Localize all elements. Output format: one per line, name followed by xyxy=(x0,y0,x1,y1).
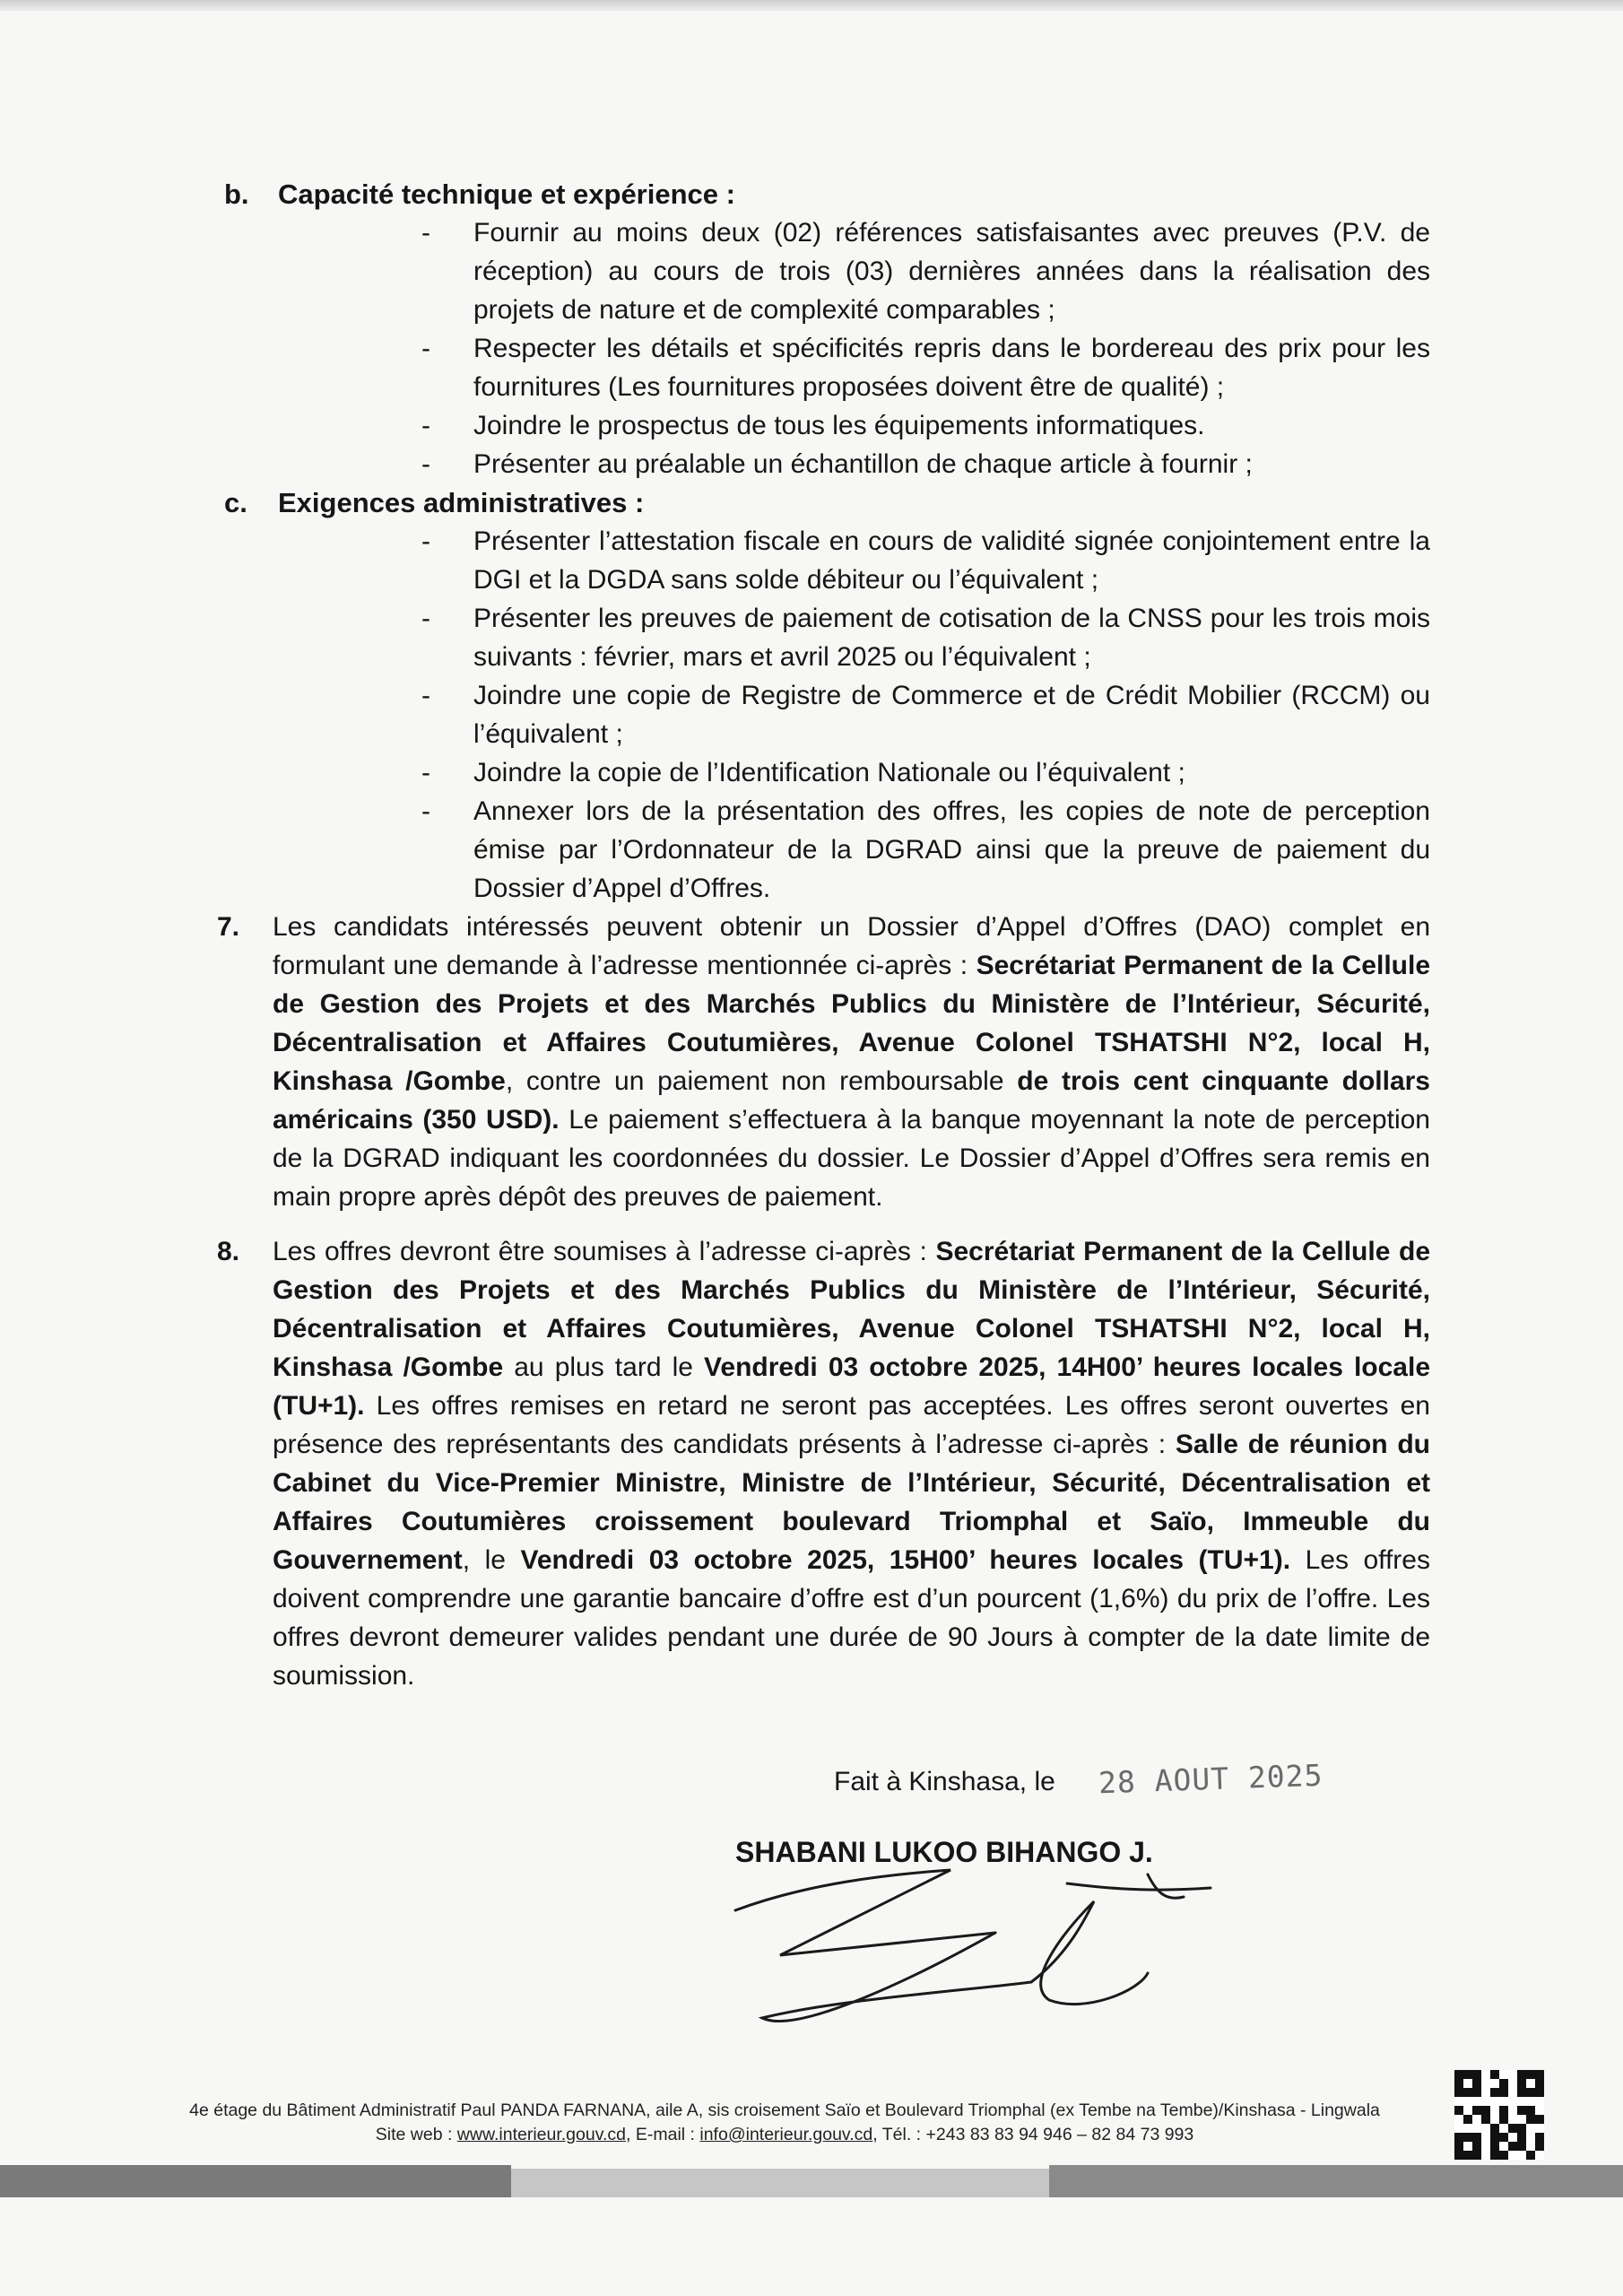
list-item: - Présenter l’attestation fiscale en cours de validité signée conjointement entre la DGI et la DGDA sans solde débiteur ou l’équivalent ; xyxy=(421,526,1430,595)
email-link[interactable]: info@interieur.gouv.cd xyxy=(699,2125,873,2144)
list-item: - Respecter les détails et spécificités repris dans le bordereau des prix pour les fournitures (Les fournitures proposées doivent être de qualité) ; xyxy=(421,334,1430,402)
section-c-heading xyxy=(224,483,1430,522)
list-item: - Joindre le prospectus de tous les équipements informatiques. xyxy=(421,411,1205,440)
document-body xyxy=(217,175,1431,1695)
signature-block xyxy=(735,1757,1372,1868)
footer-contacts: Site web : www.interieur.gouv.cd, E-mail : info@interieur.gouv.cd, Tél. : +243 83 83 94 946 – 82 84 73 993 xyxy=(375,2125,1194,2144)
footer-color-band xyxy=(0,2165,1623,2197)
page-footer xyxy=(135,2099,1435,2147)
footer-address: 4e étage du Bâtiment Administratif Paul PANDA FARNANA, aile A, sis croisement Saïo et Boulevard Triomphal (ex Tembe na Tembe)/Kinshasa - Lingwala xyxy=(189,2100,1380,2120)
paragraph-7-number: 7. xyxy=(217,912,240,942)
list-item: - Présenter au préalable un échantillon de chaque article à fournir ; xyxy=(421,449,1253,479)
qr-code-icon xyxy=(1454,2070,1544,2160)
list-item: - Présenter les preuves de paiement de cotisation de la CNSS pour les trois mois suivants : février, mars et avril 2025 ou l’équivalent ; xyxy=(421,604,1430,672)
date-stamp: 28 AOUT 2025 xyxy=(1098,1757,1324,1801)
list-item: - Fournir au moins deux (02) références satisfaisantes avec preuves (P.V. de réception) au cours de trois (03) dernières années dans la réalisation des projets de nature et de complexité comparables ; xyxy=(421,218,1430,325)
section-b-list xyxy=(224,213,1430,483)
handwritten-signature xyxy=(726,1848,1228,2054)
paragraph-8: 8. Les offres devront être soumises à l’adresse ci-après : Secrétariat Permanent de la Cellule de Gestion des Projets et des Marchés Publics du Ministère de l’Intérieur, Sécurité, Décentralisation et Affaires Coutumières, Avenue Colonel TSHATSHI N°2, local H, Kinshasa /Gombe au plus tard le Vendredi 03 octobre 2025, 14H00’ heures locales locale (TU+1). Les offres remises en retard ne seront pas acceptées. Les offres seront ouvertes en présence des représentants des candidats présents à l’adresse ci-après : Salle de réunion du Cabinet du Vice-Premier Ministre, Ministre de l’Intérieur, Sécurité, Décentralisation et Affaires Coutumières croissement boulevard Triomphal et Saïo, Immeuble du Gouvernement, le Vendredi 03 octobre 2025, 15H00’ heures locales (TU+1). Les offres doivent comprendre une garantie bancaire d’offre est d’un pourcent (1,6%) du prix de l’offre. Les offres devront demeurer valides pendant une durée de 90 Jours à compter de la date limite de soumission. xyxy=(224,1232,1430,1695)
section-b-heading xyxy=(224,175,1430,213)
section-b-letter: b. xyxy=(224,178,249,210)
place-and-date-label: Fait à Kinshasa, le xyxy=(834,1767,1055,1796)
section-c-title: Exigences administratives : xyxy=(278,487,645,518)
paragraph-7: 7. Les candidats intéressés peuvent obtenir un Dossier d’Appel d’Offres (DAO) complet en formulant une demande à l’adresse mentionnée ci-après : Secrétariat Permanent de la Cellule de Gestion des Projets et des Marchés Publics du Ministère de l’Intérieur, Sécurité, Décentralisation et Affaires Coutumières, Avenue Colonel TSHATSHI N°2, local H, Kinshasa /Gombe, contre un paiement non remboursable de trois cent cinquante dollars américains (350 USD). Le paiement s’effectuera à la banque moyennant la note de perception de la DGRAD indiquant les coordonnées du dossier. Le Dossier d’Appel d’Offres sera remis en main propre après dépôt des preuves de paiement. xyxy=(224,908,1430,1216)
signer-name: SHABANI LUKOO BIHANGO J. xyxy=(735,1836,1153,1868)
section-b-title: Capacité technique et expérience : xyxy=(278,178,735,210)
section-c-letter: c. xyxy=(224,487,247,518)
website-link[interactable]: www.interieur.gouv.cd xyxy=(456,2125,627,2144)
paragraph-8-number: 8. xyxy=(217,1237,240,1266)
section-c-list xyxy=(224,522,1430,908)
list-item: - Joindre la copie de l’Identification Nationale ou l’équivalent ; xyxy=(421,758,1185,787)
scan-top-edge xyxy=(0,0,1623,11)
list-item: - Annexer lors de la présentation des offres, les copies de note de perception émise par l’Ordonnateur de la DGRAD ainsi que la preuve de paiement du Dossier d’Appel d’Offres. xyxy=(421,796,1430,903)
list-item: - Joindre une copie de Registre de Commerce et de Crédit Mobilier (RCCM) ou l’équivalent ; xyxy=(421,681,1430,749)
